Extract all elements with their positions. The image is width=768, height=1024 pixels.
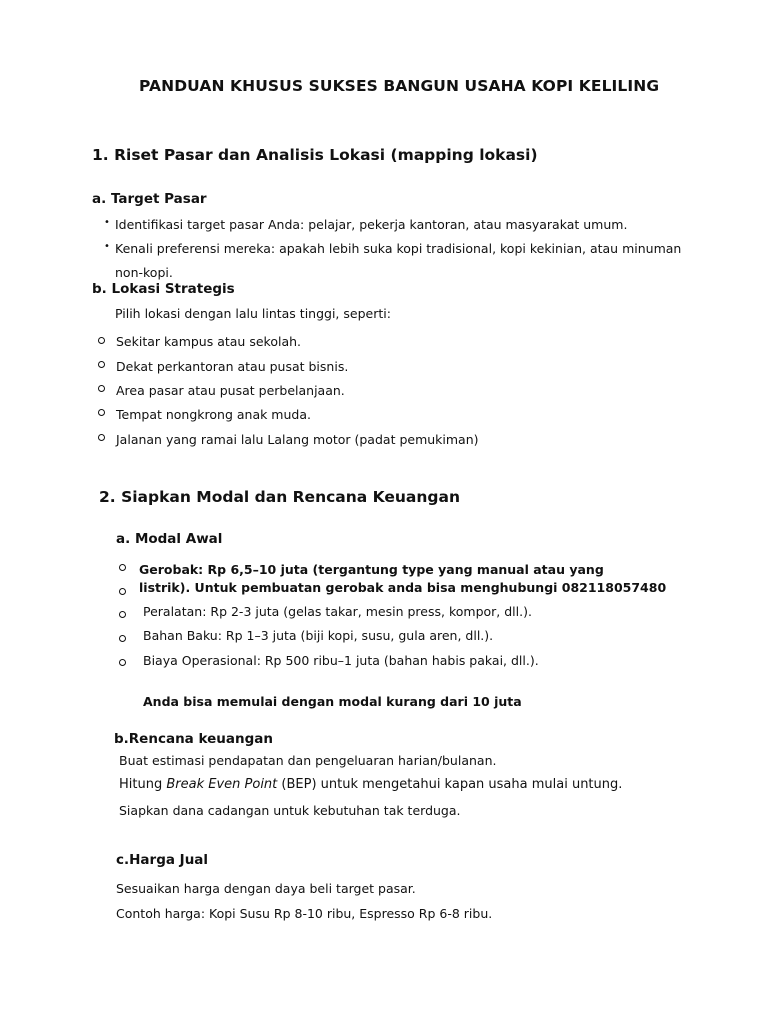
circle-bullet-icon (119, 564, 126, 571)
list-item: Gerobak: Rp 6,5–10 juta (tergantung type yang manual atau yang (139, 562, 604, 577)
circle-bullet-icon (119, 588, 126, 595)
list-item: listrik). Untuk pembuatan gerobak anda bisa menghubungi 082118057480 (139, 580, 667, 595)
list-item-continuation: non-kopi. (115, 265, 173, 280)
list-item: Peralatan: Rp 2-3 juta (gelas takar, mesin press, kompor, dll.). (143, 604, 532, 619)
bep-italic: Break Even Point (166, 777, 278, 792)
rencana-keuangan-heading: b.Rencana keuangan (114, 731, 273, 747)
bep-prefix: Hitung (119, 777, 167, 792)
circle-bullet-icon (119, 659, 126, 666)
list-item: Sesuaikan harga dengan daya beli target pasar. (116, 881, 416, 896)
circle-bullet-icon (98, 409, 105, 416)
list-item: Dekat perkantoran atau pusat bisnis. (116, 359, 349, 374)
list-item: Siapkan dana cadangan untuk kebutuhan tak terduga. (119, 803, 461, 818)
circle-bullet-icon (98, 337, 105, 344)
bullet-dot-icon: • (104, 241, 110, 252)
target-pasar-heading: a. Target Pasar (92, 191, 207, 207)
modal-note: Anda bisa memulai dengan modal kurang dari 10 juta (143, 694, 522, 709)
section-1-heading: 1. Riset Pasar dan Analisis Lokasi (mapping lokasi) (92, 146, 538, 164)
lokasi-strategis-heading: b. Lokasi Strategis (92, 281, 235, 297)
list-item: Biaya Operasional: Rp 500 ribu–1 juta (bahan habis pakai, dll.). (143, 653, 539, 668)
bep-line (119, 777, 622, 792)
list-item: Kenali preferensi mereka: apakah lebih suka kopi tradisional, kopi kekinian, atau minuman (115, 241, 682, 256)
list-item: Buat estimasi pendapatan dan pengeluaran harian/bulanan. (119, 753, 497, 768)
circle-bullet-icon (98, 361, 105, 368)
modal-awal-heading: a. Modal Awal (116, 531, 223, 547)
lokasi-intro: Pilih lokasi dengan lalu lintas tinggi, seperti: (115, 306, 391, 321)
list-item: Contoh harga: Kopi Susu Rp 8-10 ribu, Espresso Rp 6-8 ribu. (116, 906, 493, 921)
list-item: Sekitar kampus atau sekolah. (116, 334, 301, 349)
list-item: Jalanan yang ramai lalu Lalang motor (padat pemukiman) (116, 432, 479, 447)
harga-jual-heading: c.Harga Jual (116, 852, 209, 868)
section-2-heading: 2. Siapkan Modal dan Rencana Keuangan (99, 488, 461, 506)
list-item: Identifikasi target pasar Anda: pelajar, pekerja kantoran, atau masyarakat umum. (115, 217, 628, 232)
circle-bullet-icon (119, 611, 126, 618)
list-item: Area pasar atau pusat perbelanjaan. (116, 383, 345, 398)
circle-bullet-icon (119, 635, 126, 642)
document-title: PANDUAN KHUSUS SUKSES BANGUN USAHA KOPI KELILING (139, 77, 660, 95)
list-item: Tempat nongkrong anak muda. (116, 407, 311, 422)
circle-bullet-icon (98, 434, 105, 441)
circle-bullet-icon (98, 385, 105, 392)
list-item: Bahan Baku: Rp 1–3 juta (biji kopi, susu, gula aren, dll.). (143, 628, 494, 643)
bep-suffix: (BEP) untuk mengetahui kapan usaha mulai untung. (277, 777, 623, 792)
bullet-dot-icon: • (104, 217, 110, 228)
